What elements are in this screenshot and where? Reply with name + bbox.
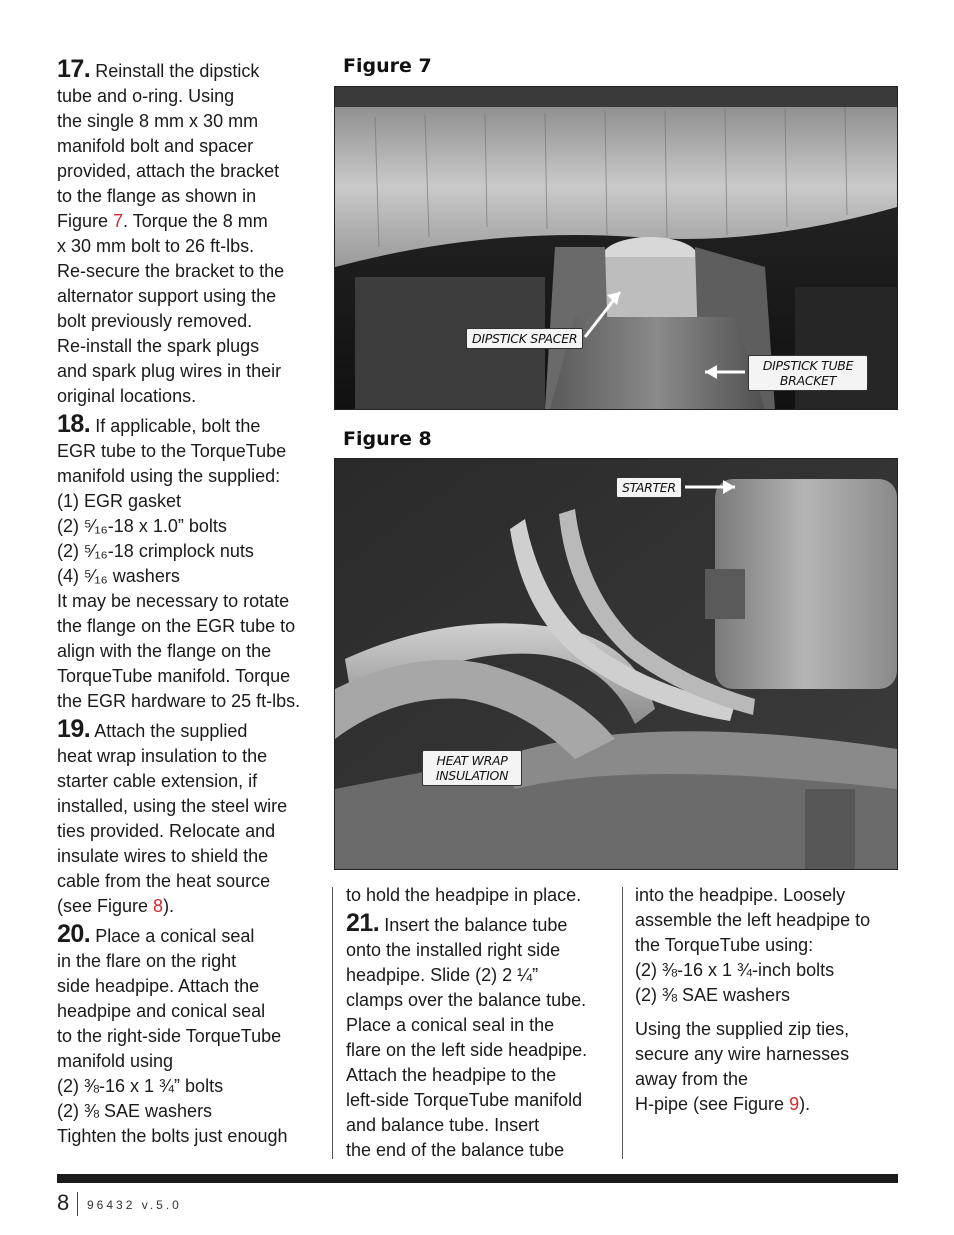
callout-dipstick-tube-bracket: DIPSTICK TUBE BRACKET xyxy=(748,355,868,391)
text-column-left xyxy=(57,57,319,1149)
text-column-right xyxy=(635,883,897,1117)
figure-8-label: Figure 8 xyxy=(343,428,432,450)
step-20-continued: to hold the headpipe in place. xyxy=(346,885,582,905)
figure-8-photo xyxy=(334,458,898,870)
figure-reference-link[interactable]: 8 xyxy=(153,896,164,916)
document-id: 96432 v.5.0 xyxy=(87,1198,182,1212)
step-number: 18. xyxy=(57,410,91,438)
step-21-continued: into the headpipe. Loosely assemble the left headpipe to the TorqueTube using: (2) ⅜-16 x 1 ¾-inch bolts (2) ⅜ SAE washers xyxy=(635,885,871,1005)
figure-reference-link[interactable]: 9 xyxy=(789,1094,800,1114)
step-number: 19. xyxy=(57,715,91,743)
callout-heat-wrap-insulation: HEAT WRAP INSULATION xyxy=(422,750,522,786)
column-divider xyxy=(622,887,623,1159)
step-19: 19. Attach the supplied heat wrap insulation to the starter cable extension, if installed, using the steel wire ties provided. Relocate and insulate wires to shield the cable from the heat source (see Figure 8). xyxy=(57,715,288,916)
figure-reference-link[interactable]: 7 xyxy=(113,211,124,231)
callout-dipstick-spacer: DIPSTICK SPACER xyxy=(466,328,583,349)
page-number: 8 xyxy=(57,1190,70,1215)
step-number: 21. xyxy=(346,909,380,937)
step-number: 17. xyxy=(57,55,91,83)
step-18: 18. If applicable, bolt the EGR tube to the TorqueTube manifold using the supplied: (1) EGR gasket (2) ⁵⁄₁₆-18 x 1.0” bolts (2) ⁵⁄₁₆-18 crimplock nuts (4) ⁵⁄₁₆ washers It may be necessary to rotate the flange on the EGR tube to align with the flange on the TorqueTube manifold. Torque the EGR hardware to 25 ft-lbs. xyxy=(57,410,301,711)
step-21: 21. Insert the balance tube onto the installed right side headpipe. Slide (2) 2 ¼” clamps over the balance tube. Place a conical seal in the flare on the left side headpipe. Attach the headpipe to the left-side TorqueTube manifold and balance tube. Insert the end of the balance tube xyxy=(346,909,588,1160)
figure-7-label: Figure 7 xyxy=(343,55,432,77)
footer-rule xyxy=(57,1174,898,1183)
step-20: 20. Place a conical seal in the flare on the right side headpipe. Attach the headpipe and conical seal to the right-side TorqueTube manifold using (2) ⅜-16 x 1 ¾” bolts (2) ⅜ SAE washers Tighten the bolts just enough xyxy=(57,920,288,1146)
step-17: 17. Reinstall the dipstick tube and o-ring. Using the single 8 mm x 30 mm manifold bolt and spacer provided, attach the bracket to the flange as shown in Figure 7. Torque the 8 mm x 30 mm bolt to 26 ft-lbs. Re-secure the bracket to the alternator support using the bolt previously removed. Re-install the spark plugs and spark plug wires in their original locations. xyxy=(57,55,285,406)
column-divider xyxy=(332,887,333,1159)
footer-divider xyxy=(77,1192,78,1216)
callout-starter: STARTER xyxy=(616,477,682,498)
step-number: 20. xyxy=(57,920,91,948)
text-column-middle xyxy=(346,883,618,1163)
zip-tie-paragraph: Using the supplied zip ties, secure any wire harnesses away from the H-pipe (see Figure 9). xyxy=(635,1019,850,1114)
